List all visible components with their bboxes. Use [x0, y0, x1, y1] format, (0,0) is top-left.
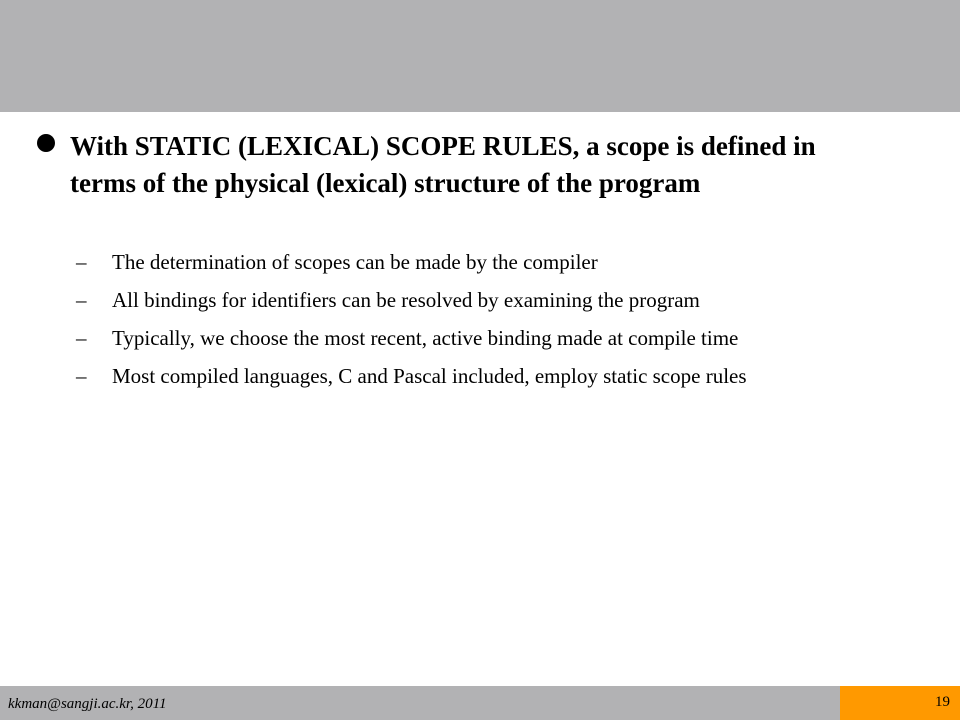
sub-point-text: The determination of scopes can be made by the compiler [112, 250, 598, 274]
sub-point [70, 326, 950, 351]
sub-point-text: All bindings for identifiers can be resolved by examining the program [112, 288, 700, 312]
main-point: With STATIC (LEXICAL) SCOPE RULES, a scope is defined in terms of the physical (lexical) structure of the program [70, 131, 816, 198]
dash-icon: – [76, 326, 87, 350]
footer-author: kkman@sangji.ac.kr, 2011 [8, 696, 167, 712]
dash-icon: – [76, 364, 87, 388]
sub-point [70, 364, 950, 389]
bullet-dot-icon [37, 134, 55, 152]
sub-point-text: Typically, we choose the most recent, active binding made at compile time [112, 326, 739, 350]
sub-point-list [70, 250, 950, 402]
page-number: 19 [935, 694, 950, 710]
dash-icon: – [76, 288, 87, 312]
sub-point [70, 288, 950, 313]
header-band [0, 0, 960, 112]
sub-point-text: Most compiled languages, C and Pascal included, employ static scope rules [112, 364, 747, 388]
sub-point [70, 250, 950, 275]
dash-icon: – [76, 250, 87, 274]
